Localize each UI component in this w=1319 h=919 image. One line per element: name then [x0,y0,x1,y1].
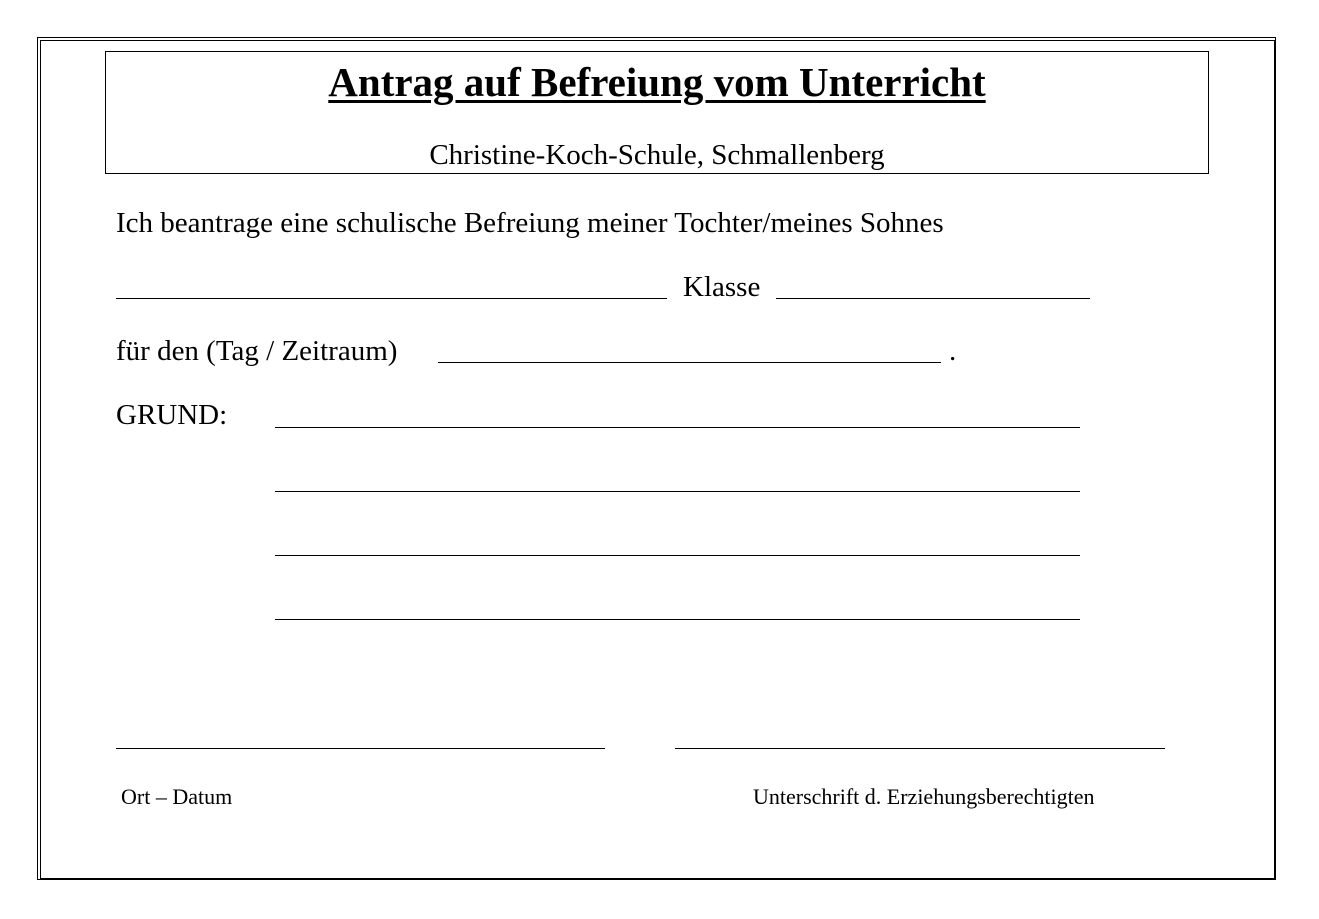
class-label: Klasse [683,271,761,303]
reason-field-4[interactable] [275,619,1080,620]
place-date-field[interactable] [116,748,605,749]
signature-label: Unterschrift d. Erziehungsberechtigten [753,784,1095,809]
date-field[interactable] [438,362,941,363]
signature-field[interactable] [675,748,1165,749]
class-field[interactable] [776,298,1090,299]
date-end-period: . [949,335,957,367]
reason-field-1[interactable] [275,427,1080,428]
student-name-field[interactable] [116,298,667,299]
place-date-label: Ort – Datum [121,784,233,809]
reason-label: GRUND: [116,399,228,431]
date-label: für den (Tag / Zeitraum) [116,335,398,367]
form-title: Antrag auf Befreiung vom Unterricht [328,59,986,105]
reason-field-3[interactable] [275,555,1080,556]
intro-text: Ich beantrage eine schulische Befreiung meiner Tochter/meines Sohnes [116,207,944,239]
school-name: Christine-Koch-Schule, Schmallenberg [429,139,885,171]
reason-field-2[interactable] [275,491,1080,492]
